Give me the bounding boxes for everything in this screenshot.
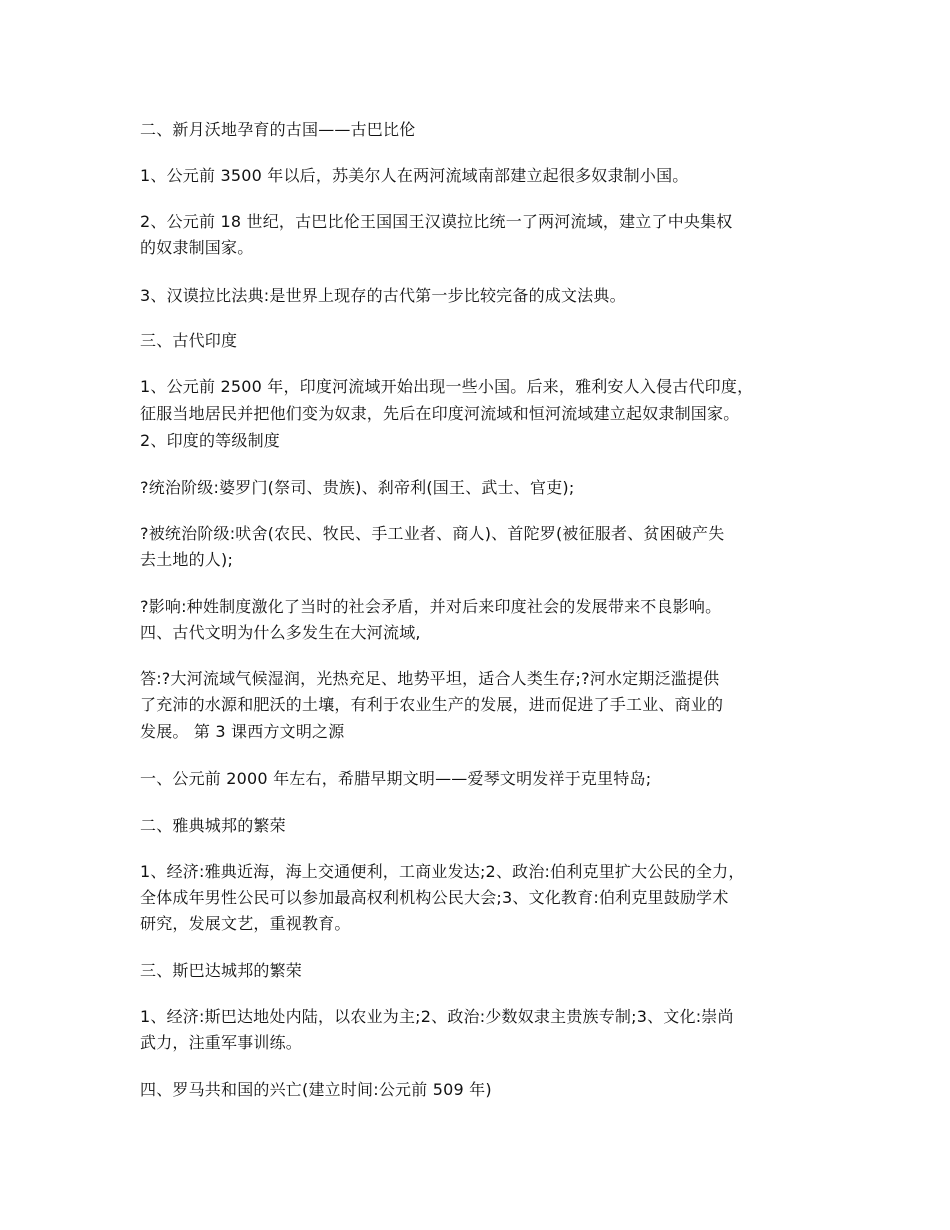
paragraph-line: 1、经济:斯巴达地处内陆，以农业为主;2、政治:少数奴隶主贵族专制;3、文化:崇尚 (140, 1007, 734, 1026)
paragraph-line: 发展。 第 3 课西方文明之源 (140, 722, 345, 741)
paragraph-line: ?被统治阶级:吠舍(农民、牧民、手工业者、商人)、首陀罗(被征服者、贫困破产失 (140, 524, 725, 543)
paragraph-line: ?影响:种姓制度激化了当时的社会矛盾，并对后来印度社会的发展带来不良影响。 (140, 597, 722, 616)
paragraph-line: 的奴隶制国家。 (140, 238, 254, 257)
heading-babylon: 二、新月沃地孕育的古国——古巴比伦 (140, 120, 416, 139)
paragraph-line: 研究，发展文艺，重视教育。 (140, 914, 351, 933)
paragraph-line: 1、公元前 3500 年以后，苏美尔人在两河流域南部建立起很多奴隶制小国。 (140, 166, 689, 185)
paragraph-line: 3、汉谟拉比法典:是世界上现存的古代第一步比较完备的成文法典。 (140, 286, 626, 305)
paragraph-line: 全体成年男性公民可以参加最高权利机构公民大会;3、文化教育:伯利克里鼓励学术 (140, 888, 729, 907)
paragraph-line: 1、公元前 2500 年，印度河流域开始出现一些小国。后来，雅利安人入侵古代印度， (140, 377, 754, 396)
paragraph-line: 征服当地居民并把他们变为奴隶，先后在印度河流域和恒河流域建立起奴隶制国家。 (140, 404, 740, 423)
paragraph-line: 2、公元前 18 世纪，古巴比伦王国国王汉谟拉比统一了两河流域，建立了中央集权 (140, 212, 733, 231)
heading-sparta: 三、斯巴达城邦的繁荣 (140, 961, 303, 980)
paragraph-line: 2、印度的等级制度 (140, 431, 280, 450)
heading-ancient-india: 三、古代印度 (140, 331, 238, 350)
paragraph-line: 武力，注重军事训练。 (140, 1033, 303, 1052)
paragraph-line: 答:?大河流域气候湿润，光热充足、地势平坦，适合人类生存;?河水定期泛滥提供 (140, 669, 720, 688)
paragraph-line: 去土地的人); (140, 550, 234, 569)
heading-river-civilizations: 四、古代文明为什么多发生在大河流域, (140, 623, 421, 642)
paragraph-line: 一、公元前 2000 年左右，希腊早期文明——爱琴文明发祥于克里特岛; (140, 769, 652, 788)
paragraph-line: 了充沛的水源和肥沃的土壤，有利于农业生产的发展，进而促进了手工业、商业的 (140, 695, 724, 714)
heading-roman-republic: 四、罗马共和国的兴亡(建立时间:公元前 509 年) (140, 1080, 492, 1099)
paragraph-line: 1、经济:雅典近海，海上交通便利，工商业发达;2、政治:伯利克里扩大公民的全力， (140, 862, 745, 881)
heading-athens: 二、雅典城邦的繁荣 (140, 816, 286, 835)
paragraph-line: ?统治阶级:婆罗门(祭司、贵族)、刹帝利(国王、武士、官吏); (140, 478, 575, 497)
